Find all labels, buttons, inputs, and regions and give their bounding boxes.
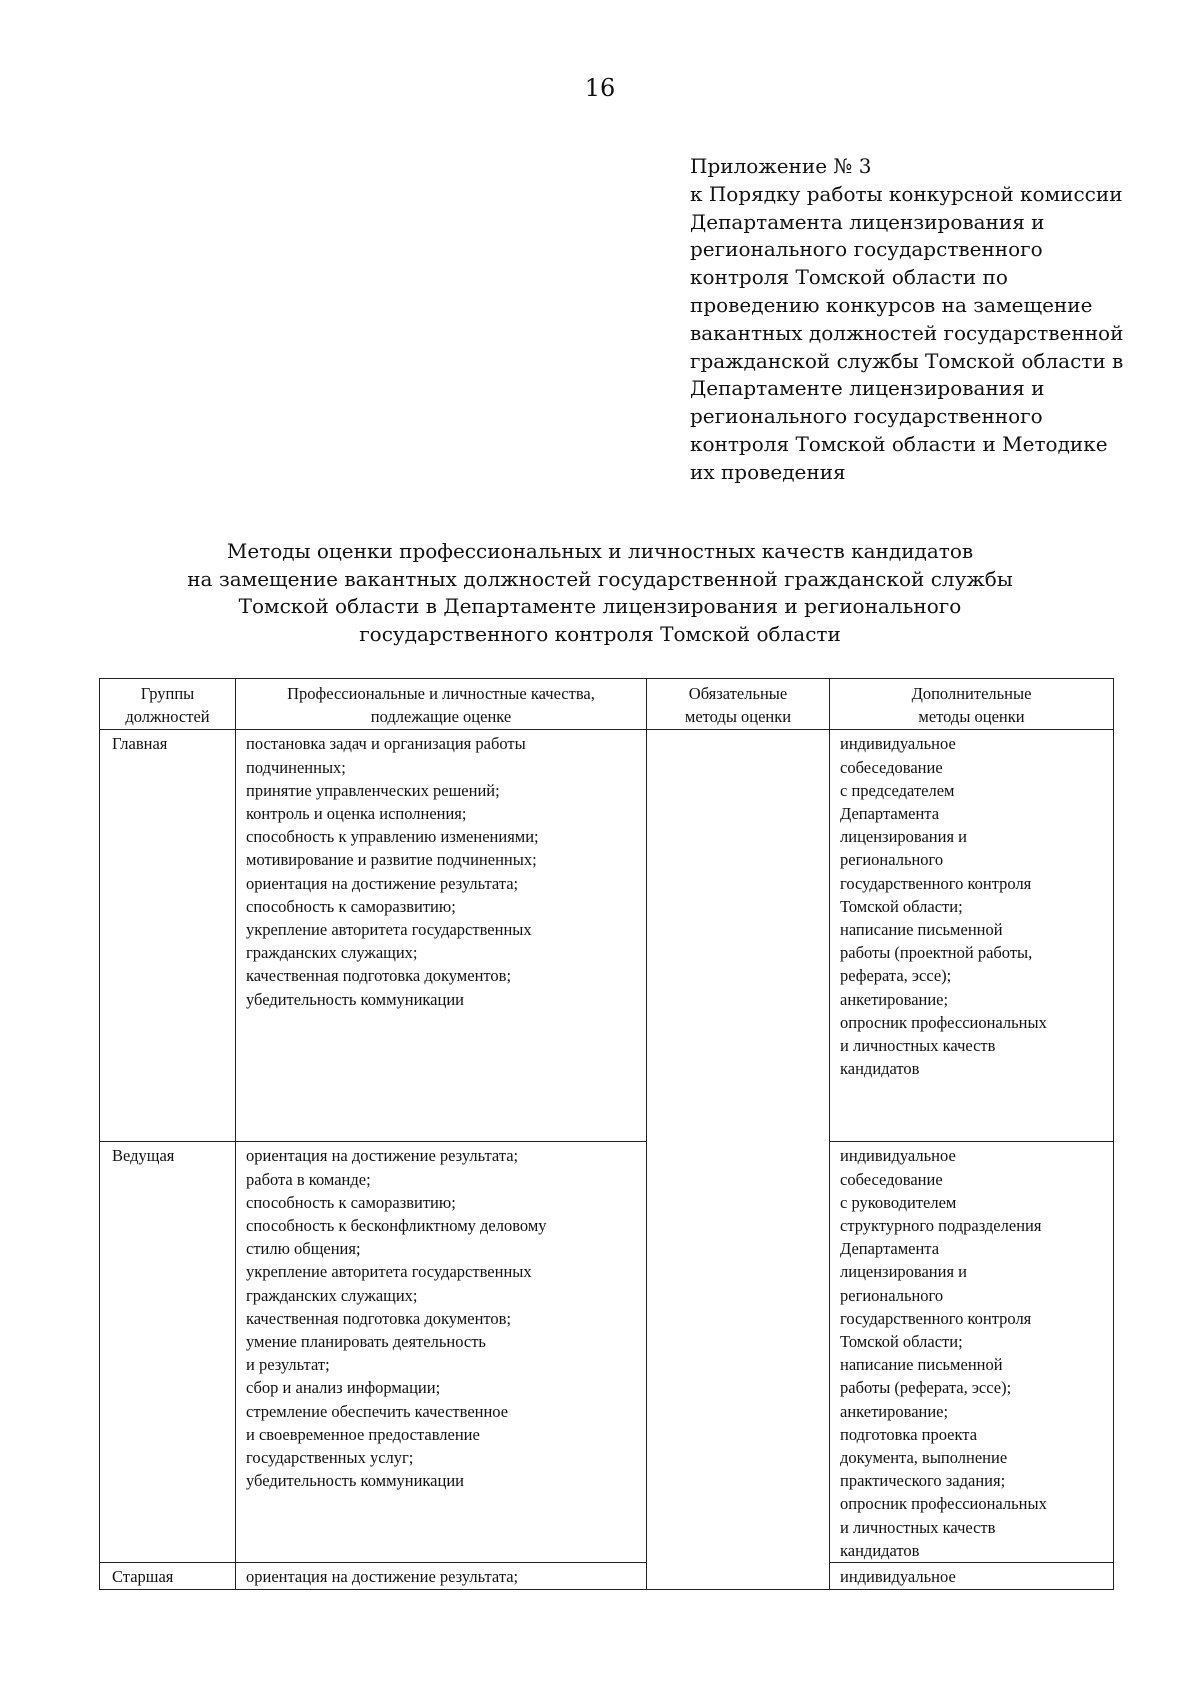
quality-line: сбор и анализ информации;	[246, 1378, 441, 1398]
appendix-line: их проведения	[690, 459, 846, 484]
appendix-line: Департаменте лицензирования и	[690, 376, 1045, 401]
appendix-line: контроля Томской области по	[690, 265, 1008, 290]
quality-line: ориентация на достижение результата;	[246, 873, 519, 893]
appendix-line: Департамента лицензирования и	[690, 209, 1045, 234]
qualities-cell	[236, 1563, 647, 1589]
header-groups: Группы должностей	[100, 679, 236, 730]
appendix-line: Приложение № 3	[690, 154, 872, 178]
quality-line: качественная подготовка документов;	[246, 1308, 512, 1328]
header-qualities: Профессиональные и личностные качества, подлежащие оценке	[236, 679, 647, 730]
quality-line: гражданских служащих;	[246, 1285, 418, 1305]
quality-line: стремление обеспечить качественное	[246, 1401, 509, 1421]
title-line: на замещение вакантных должностей государственной гражданской службы	[187, 566, 1013, 591]
method-line: индивидуальное	[840, 1146, 956, 1166]
method-line: документа, выполнение	[840, 1448, 1008, 1468]
method-line: с руководителем	[840, 1192, 957, 1212]
appendix-line: вакантных должностей государственной	[690, 320, 1124, 345]
title-line: Методы оценки профессиональных и личностных качеств кандидатов	[226, 539, 974, 563]
quality-line: укрепление авторитета государственных	[246, 920, 532, 940]
quality-line: контроль и оценка исполнения;	[246, 804, 467, 824]
method-line: собеседование	[840, 1169, 943, 1189]
method-line: Департамента	[840, 1239, 940, 1259]
quality-line: гражданских служащих;	[246, 943, 418, 963]
method-line: регионального	[840, 1285, 944, 1305]
assessment-methods-table	[99, 678, 1114, 1590]
quality-line: и результат;	[246, 1355, 330, 1375]
quality-line: работа в команде;	[246, 1169, 371, 1189]
quality-line: убедительность коммуникации	[246, 1471, 464, 1491]
appendix-line: контроля Томской области и Методике	[690, 431, 1108, 456]
qualities-cell	[236, 730, 647, 1142]
group-cell: Ведущая	[100, 1142, 236, 1563]
table-header-row	[100, 679, 1114, 730]
method-line: и личностных качеств	[840, 1517, 996, 1537]
method-line: лицензирования и	[840, 827, 967, 847]
method-line: структурного подразделения	[840, 1216, 1042, 1236]
quality-line: подчиненных;	[246, 757, 346, 777]
method-line: Департамента	[840, 804, 940, 824]
table-row	[100, 730, 1114, 1142]
appendix-line: проведению конкурсов на замещение	[690, 292, 1093, 317]
quality-line: принятие управленческих решений;	[246, 780, 500, 800]
header-additional-methods: Дополнительные методы оценки	[830, 679, 1114, 730]
quality-line: укрепление авторитета государственных	[246, 1262, 532, 1282]
mandatory-methods-cell	[647, 730, 830, 1589]
qualities-cell	[236, 1142, 647, 1563]
method-line: анкетирование;	[840, 989, 949, 1009]
quality-line: способность к бесконфликтному деловому	[246, 1216, 547, 1236]
document-title	[150, 538, 1050, 648]
method-line: опросник профессиональных	[840, 1012, 1047, 1032]
appendix-line: гражданской службы Томской области в	[690, 348, 1124, 373]
method-line: кандидатов	[840, 1540, 920, 1560]
method-line: работы (проектной работы,	[840, 943, 1033, 963]
method-line: написание письменной	[840, 920, 1003, 940]
quality-line: убедительность коммуникации	[246, 989, 464, 1009]
quality-line: мотивирование и развитие подчиненных;	[246, 850, 537, 870]
title-line: государственного контроля Томской области	[359, 621, 841, 646]
appendix-line: регионального государственного	[690, 237, 1043, 262]
quality-line: ориентация на достижение результата;	[246, 1567, 519, 1587]
quality-line: постановка задач и организация работы	[246, 734, 526, 754]
appendix-block	[690, 153, 1130, 487]
method-line: кандидатов	[840, 1059, 920, 1079]
table-row	[100, 1563, 1114, 1589]
method-line: написание письменной	[840, 1355, 1003, 1375]
method-line: реферата, эссе);	[840, 966, 952, 986]
additional-methods-cell	[830, 1142, 1114, 1563]
method-line: государственного контроля	[840, 1308, 1032, 1328]
additional-methods-cell	[830, 1563, 1114, 1589]
group-cell: Главная	[100, 730, 236, 1142]
method-line: практического задания;	[840, 1471, 1006, 1491]
method-line: лицензирования и	[840, 1262, 967, 1282]
method-line: анкетирование;	[840, 1401, 949, 1421]
appendix-line: к Порядку работы конкурсной комиссии	[690, 181, 1123, 206]
quality-line: способность к саморазвитию;	[246, 1192, 456, 1212]
method-line: собеседование	[840, 757, 943, 777]
method-line: индивидуальное	[840, 1567, 956, 1587]
method-line: индивидуальное	[840, 734, 956, 754]
method-line: Томской области;	[840, 1332, 963, 1352]
appendix-line: регионального государственного	[690, 404, 1043, 429]
method-line: подготовка проекта	[840, 1424, 978, 1444]
quality-line: способность к саморазвитию;	[246, 896, 456, 916]
method-line: с председателем	[840, 780, 955, 800]
quality-line: ориентация на достижение результата;	[246, 1146, 519, 1166]
additional-methods-cell	[830, 730, 1114, 1142]
page-number: 16	[584, 74, 616, 102]
method-line: опросник профессиональных	[840, 1494, 1047, 1514]
method-line: и личностных качеств	[840, 1036, 996, 1056]
quality-line: способность к управлению изменениями;	[246, 827, 539, 847]
title-line: Томской области в Департаменте лицензирования и регионального	[238, 594, 962, 618]
quality-line: качественная подготовка документов;	[246, 966, 512, 986]
method-line: Томской области;	[840, 896, 963, 916]
header-mandatory-methods: Обязательные методы оценки	[647, 679, 830, 730]
method-line: государственного контроля	[840, 873, 1032, 893]
quality-line: стилю общения;	[246, 1239, 361, 1259]
quality-line: и своевременное предоставление	[246, 1424, 480, 1444]
method-line: работы (реферата, эссе);	[840, 1378, 1012, 1398]
method-line: регионального	[840, 850, 944, 870]
table-row	[100, 1142, 1114, 1563]
quality-line: государственных услуг;	[246, 1448, 414, 1468]
quality-line: умение планировать деятельность	[246, 1332, 486, 1352]
group-cell: Старшая	[100, 1563, 236, 1589]
